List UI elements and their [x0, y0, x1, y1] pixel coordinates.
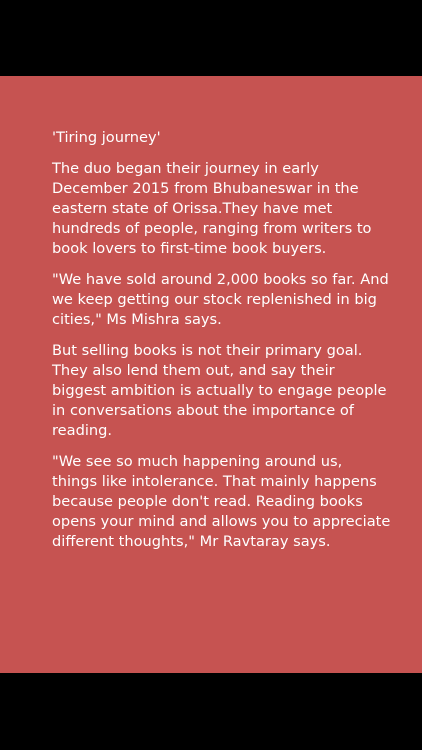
- article-paragraph: "We have sold around 2,000 books so far. And we keep getting our stock replenished in big cities," Ms Mishra says.: [52, 271, 389, 328]
- article-heading: 'Tiring journey': [52, 129, 161, 146]
- article-panel[interactable]: [0, 76, 422, 673]
- bottom-letterbox: [0, 673, 422, 750]
- top-letterbox: [0, 0, 422, 76]
- article-paragraph: But selling books is not their primary goal. They also lend them out, and say their biggest ambition is actually to engage people in conversations about the importance of reading.: [52, 342, 387, 439]
- article-paragraph: "We see so much happening around us, things like intolerance. That mainly happens because people don't read. Reading books opens your mind and allows you to appreciate different thoughts," Mr Ravtaray says.: [52, 453, 391, 550]
- article-paragraph: The duo began their journey in early December 2015 from Bhubaneswar in the eastern state of Orissa.They have met hundreds of people, ranging from writers to book lovers to first-time book buyers.: [52, 160, 372, 257]
